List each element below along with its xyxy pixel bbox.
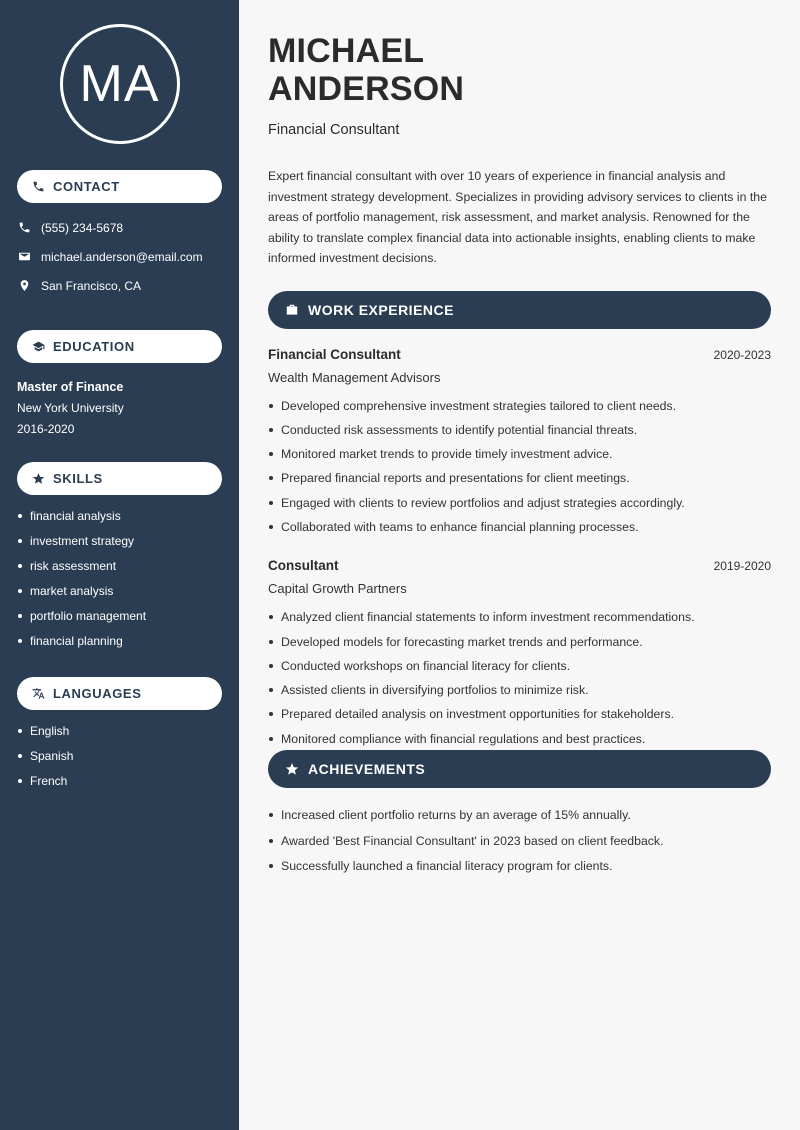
profile-summary: Expert financial consultant with over 10 years of experience in financial analysis and investment strategy development. Specializes in providing advisory services to clients in the areas of portfolio management, risk assessment, and market analysis. Renowned for the ability to translate complex financial data into actionable insights, enabling clients to make informed investment decisions. bbox=[268, 169, 767, 265]
list-item: Conducted workshops on financial literacy for clients. bbox=[268, 657, 771, 681]
list-item: market analysis bbox=[17, 582, 222, 607]
job-title: Consultant bbox=[268, 558, 339, 574]
skills-heading-label: SKILLS bbox=[53, 471, 103, 486]
job-entry bbox=[268, 558, 771, 754]
contact-list bbox=[17, 213, 222, 300]
contact-phone-text: (555) 234-5678 bbox=[41, 220, 124, 235]
list-item: Analyzed client financial statements to inform investment recommendations. bbox=[268, 608, 771, 632]
briefcase-icon bbox=[284, 302, 299, 317]
education-entry bbox=[17, 377, 222, 440]
job-bullets bbox=[268, 608, 771, 754]
name-line-last: ANDERSON bbox=[268, 70, 465, 108]
languages-heading bbox=[17, 677, 222, 710]
education-degree: Master of Finance bbox=[17, 380, 124, 394]
work-experience-heading bbox=[268, 291, 771, 329]
translate-icon bbox=[31, 687, 45, 701]
languages-heading-label: LANGUAGES bbox=[53, 686, 142, 701]
education-years: 2016-2020 bbox=[17, 422, 75, 436]
list-item: Monitored compliance with financial regulations and best practices. bbox=[268, 730, 771, 754]
list-item: Developed models for forecasting market trends and performance. bbox=[268, 633, 771, 657]
list-item: French bbox=[17, 772, 222, 797]
contact-email-text: michael.anderson@email.com bbox=[41, 249, 203, 264]
skills-list bbox=[17, 507, 222, 657]
list-item: Awarded 'Best Financial Consultant' in 2023 based on client feedback. bbox=[268, 832, 771, 858]
list-item: financial analysis bbox=[17, 507, 222, 532]
main-content bbox=[239, 0, 800, 1130]
list-item: English bbox=[17, 722, 222, 747]
sidebar bbox=[0, 0, 239, 1130]
phone-icon bbox=[17, 221, 31, 235]
name-line-first: MICHAEL bbox=[268, 32, 425, 70]
list-item: Monitored market trends to provide timely investment advice. bbox=[268, 445, 771, 469]
education-school: New York University bbox=[17, 401, 124, 415]
job-company: Capital Growth Partners bbox=[268, 581, 407, 597]
contact-heading bbox=[17, 170, 222, 203]
languages-list bbox=[17, 722, 222, 797]
skills-heading bbox=[17, 462, 222, 495]
achievements-heading-label: ACHIEVEMENTS bbox=[308, 761, 426, 778]
job-company: Wealth Management Advisors bbox=[268, 369, 441, 385]
job-entry bbox=[268, 347, 771, 543]
list-item: risk assessment bbox=[17, 557, 222, 582]
list-item: Successfully launched a financial literacy program for clients. bbox=[268, 857, 771, 883]
achievements-heading bbox=[268, 750, 771, 788]
achievements-list bbox=[268, 806, 771, 883]
list-item: portfolio management bbox=[17, 607, 222, 632]
work-experience-heading-label: WORK EXPERIENCE bbox=[308, 301, 454, 318]
envelope-icon bbox=[17, 250, 31, 264]
list-item: Increased client portfolio returns by an average of 15% annually. bbox=[268, 806, 771, 832]
graduation-cap-icon bbox=[31, 340, 45, 354]
job-bullets bbox=[268, 397, 771, 543]
education-heading-label: EDUCATION bbox=[53, 339, 135, 354]
candidate-title: Financial Consultant bbox=[268, 122, 400, 138]
candidate-name bbox=[268, 32, 771, 108]
list-item: Prepared financial reports and presentations for client meetings. bbox=[268, 469, 771, 493]
contact-heading-label: CONTACT bbox=[53, 179, 120, 194]
phone-icon bbox=[31, 180, 45, 194]
star-icon bbox=[31, 472, 45, 486]
contact-email bbox=[17, 242, 222, 271]
location-pin-icon bbox=[17, 279, 31, 293]
list-item: Engaged with clients to review portfolios and adjust strategies accordingly. bbox=[268, 494, 771, 518]
list-item: Collaborated with teams to enhance financial planning processes. bbox=[268, 518, 771, 542]
star-icon bbox=[284, 762, 299, 777]
job-dates: 2020-2023 bbox=[713, 347, 771, 362]
job-title: Financial Consultant bbox=[268, 346, 401, 362]
list-item: investment strategy bbox=[17, 532, 222, 557]
contact-location bbox=[17, 271, 222, 300]
list-item: Prepared detailed analysis on investment opportunities for stakeholders. bbox=[268, 705, 771, 729]
list-item: Spanish bbox=[17, 747, 222, 772]
list-item: Assisted clients in diversifying portfolios to minimize risk. bbox=[268, 681, 771, 705]
list-item: Conducted risk assessments to identify potential financial threats. bbox=[268, 421, 771, 445]
list-item: financial planning bbox=[17, 632, 222, 657]
list-item: Developed comprehensive investment strategies tailored to client needs. bbox=[268, 397, 771, 421]
contact-location-text: San Francisco, CA bbox=[41, 278, 142, 293]
education-heading bbox=[17, 330, 222, 363]
job-dates: 2019-2020 bbox=[713, 559, 771, 574]
contact-phone bbox=[17, 213, 222, 242]
monogram-avatar: MA bbox=[60, 24, 180, 144]
